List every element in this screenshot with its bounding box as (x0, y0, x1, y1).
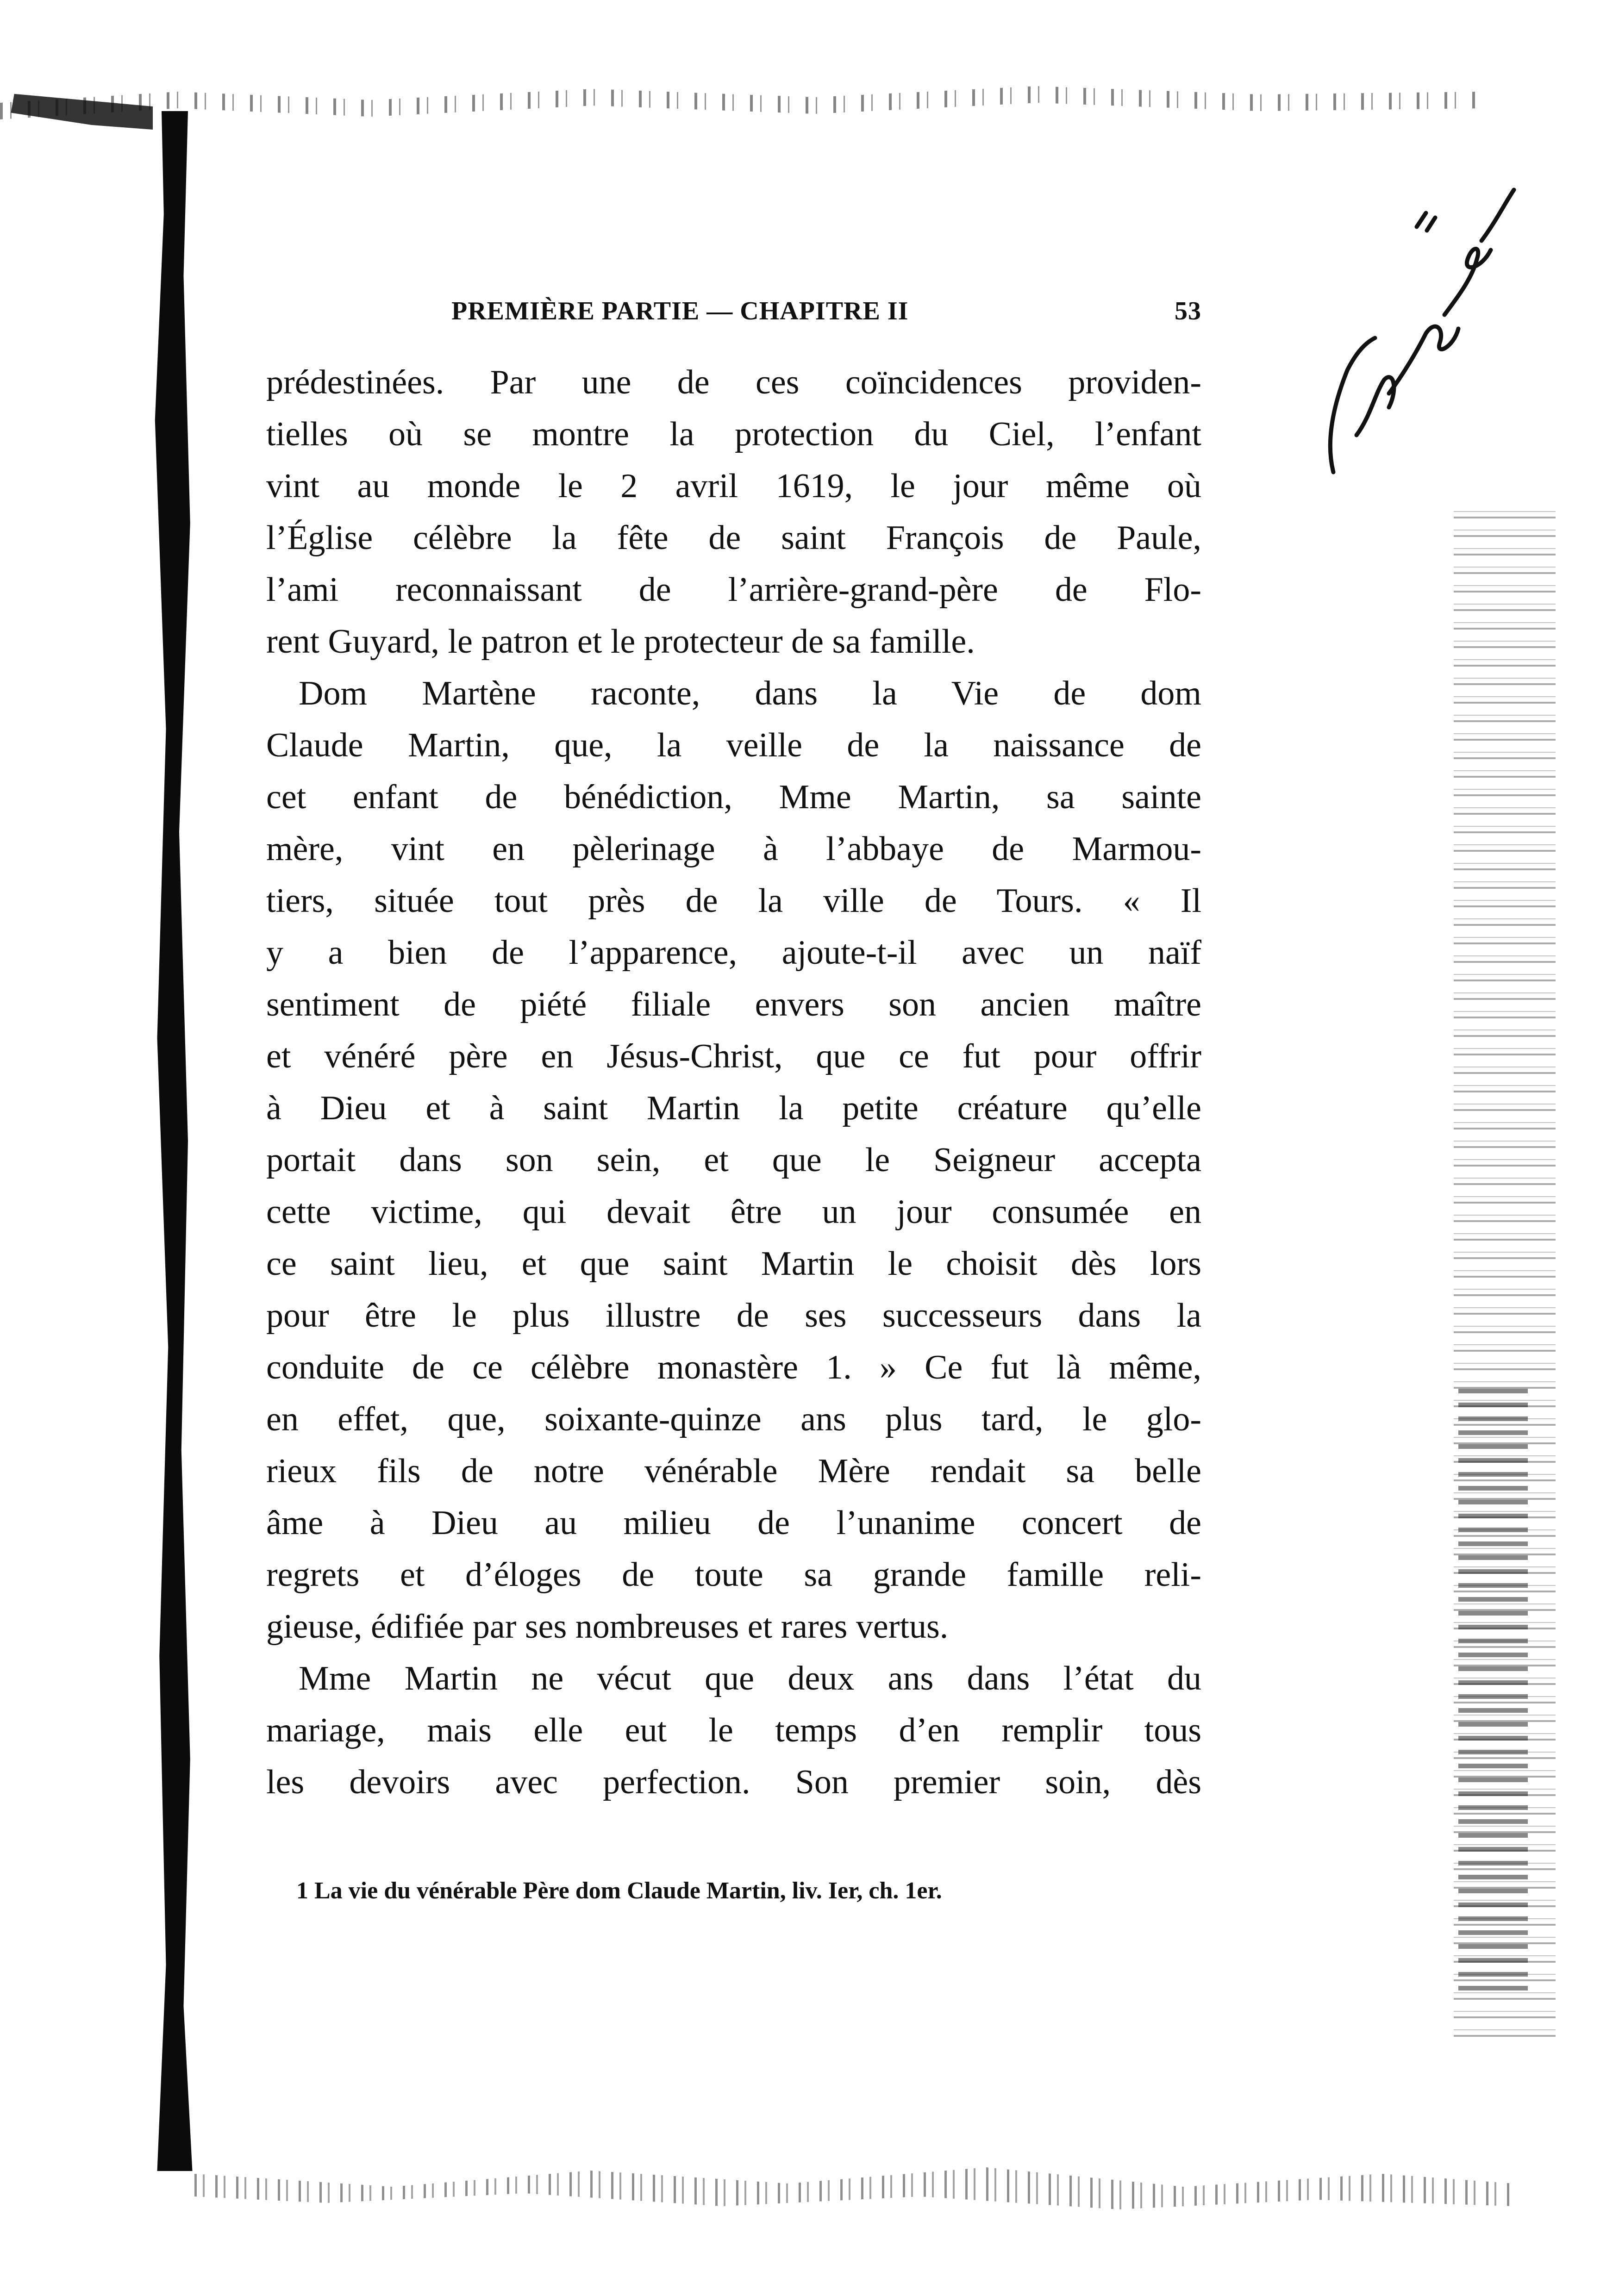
text-line: y a bien de l’apparence, ajoute-t-il avec un naïf (266, 934, 1201, 972)
text-line: Dom Martène raconte, dans la Vie de dom (299, 674, 1201, 712)
scan-bottom-edge (194, 2148, 1514, 2213)
text-line: regrets et d’éloges de toute sa grande famille reli- (266, 1556, 1201, 1594)
text-line: à Dieu et à saint Martin la petite créature qu’elle (266, 1089, 1201, 1127)
text-line: et vénéré père en Jésus-Christ, que ce fut pour offrir (266, 1037, 1201, 1075)
text-line: portait dans son sein, et que le Seigneur accepta (266, 1141, 1201, 1179)
text-line: Claude Martin, que, la veille de la naissance de (266, 726, 1201, 764)
text-line: rent Guyard, le patron et le protecteur de sa famille. (266, 623, 975, 661)
text-line: en effet, que, soixante-quinze ans plus tard, le glo- (266, 1400, 1201, 1438)
text-line: vint au monde le 2 avril 1619, le jour même où (266, 467, 1201, 505)
scan-right-mark (1458, 1389, 1528, 1990)
scan-binding-shadow (153, 111, 197, 2171)
text-line: cette victime, qui devait être un jour consumée en (266, 1193, 1201, 1231)
running-head (266, 287, 1201, 338)
text-line: gieuse, édifiée par ses nombreuses et rares vertus. (266, 1608, 949, 1646)
text-line: les devoirs avec perfection. Son premier soin, dès (266, 1763, 1201, 1801)
text-line: sentiment de piété filiale envers son ancien maître (266, 986, 1201, 1023)
text-line: Mme Martin ne vécut que deux ans dans l’état du (299, 1660, 1201, 1697)
scan-top-edge (0, 69, 1481, 125)
text-line: ce saint lieu, et que saint Martin le choisit dès lors (266, 1245, 1201, 1283)
text-line: conduite de ce célèbre monastère 1. » Ce fut là même, (266, 1348, 1201, 1386)
text-line: prédestinées. Par une de ces coïncidences providen- (266, 363, 1201, 401)
text-line: cet enfant de bénédiction, Mme Martin, sa sainte (266, 778, 1201, 816)
page-number: 53 (1175, 297, 1201, 325)
text-line: l’ami reconnaissant de l’arrière-grand-père de Flo- (266, 571, 1201, 609)
text-line: âme à Dieu au milieu de l’unanime concert de (266, 1504, 1201, 1542)
body-text (266, 356, 1201, 1808)
text-line: tiers, située tout près de la ville de Tours. « Il (266, 882, 1201, 920)
footnote: 1 La vie du vénérable Père dom Claude Martin, liv. Ier, ch. 1er. (296, 1878, 942, 1904)
handwritten-margin-note (1306, 176, 1528, 500)
scan-left-tick (0, 83, 153, 130)
running-head-title: PREMIÈRE PARTIE — CHAPITRE II (451, 297, 909, 325)
text-line: mariage, mais elle eut le temps d’en remplir tous (266, 1711, 1201, 1749)
text-line: mère, vint en pèlerinage à l’abbaye de Marmou- (266, 830, 1201, 868)
text-line: rieux fils de notre vénérable Mère rendait sa belle (266, 1452, 1201, 1490)
text-line: tielles où se montre la protection du Ciel, l’enfant (266, 415, 1201, 453)
text-line: l’Église célèbre la fête de saint François de Paule, (266, 519, 1201, 557)
text-line: pour être le plus illustre de ses successeurs dans la (266, 1297, 1201, 1335)
